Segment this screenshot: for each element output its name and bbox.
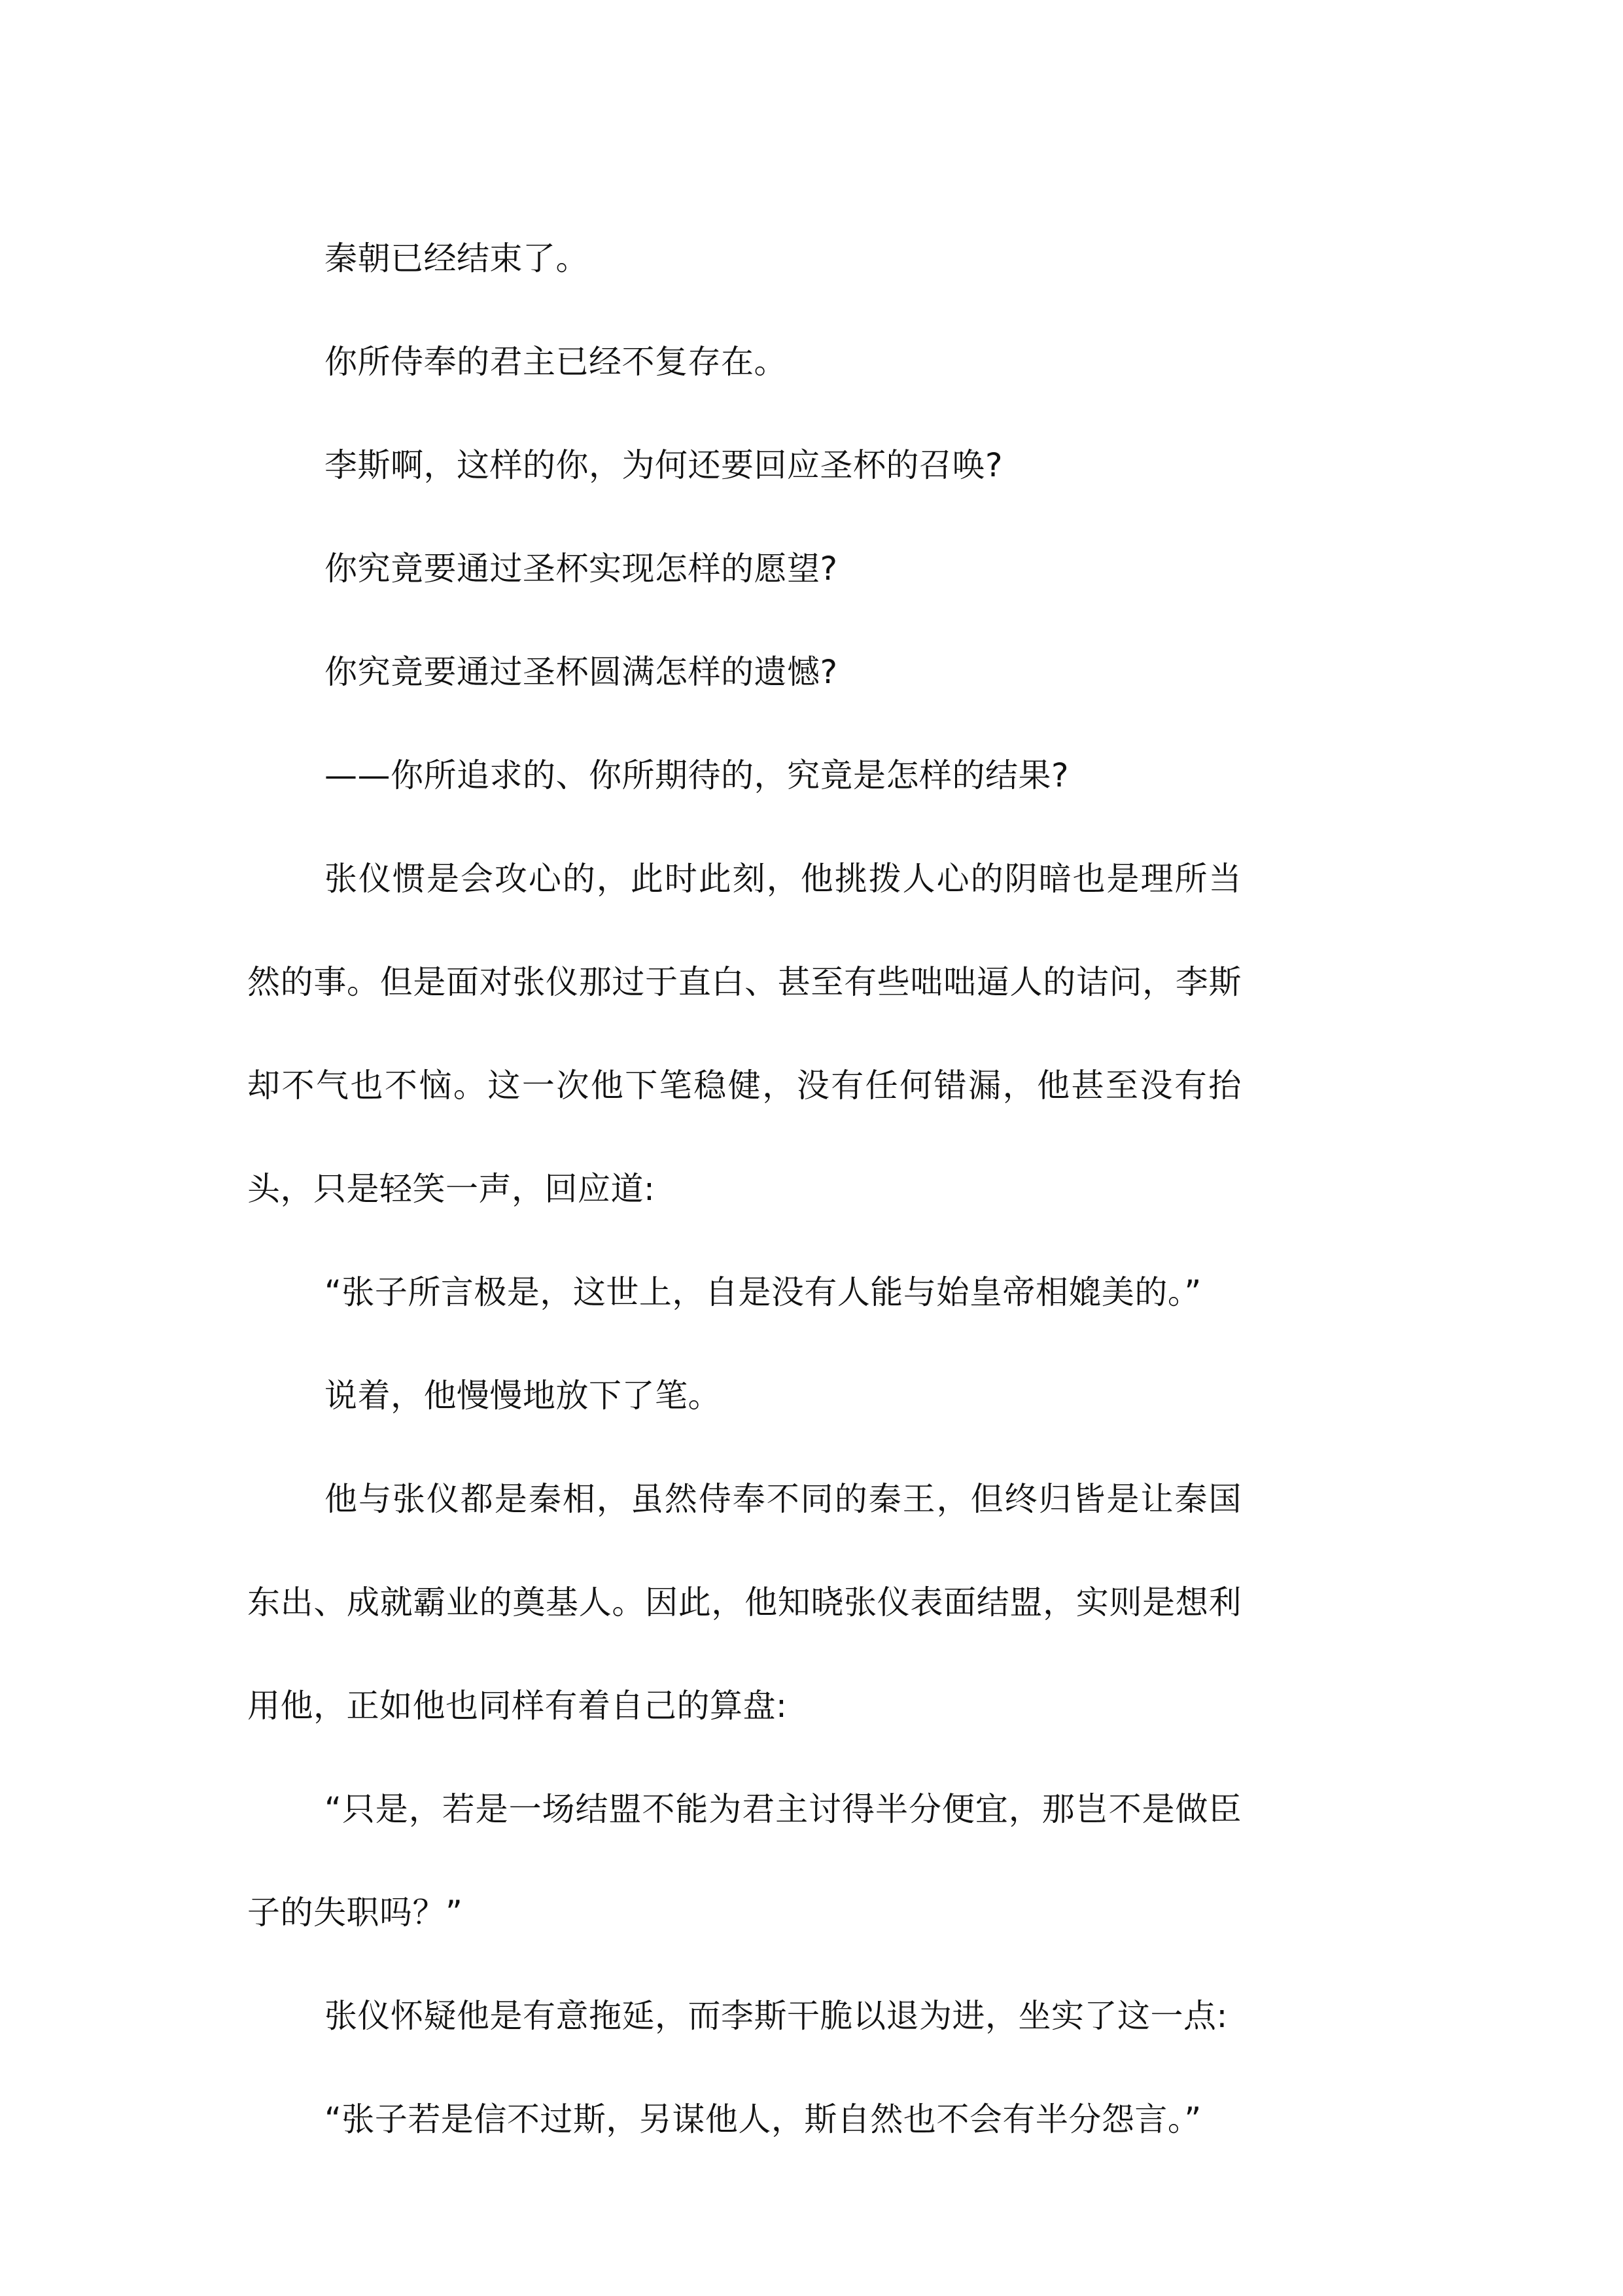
paragraph-4: 你究竟要通过圣杯实现怎样的愿望? bbox=[324, 550, 838, 588]
paragraph-2: 你所侍奉的君主已经不复存在。 bbox=[324, 343, 787, 381]
paragraph-13: “张子若是信不过斯，另谋他人，斯自然也不会有半分怨言。” bbox=[324, 2100, 1202, 2138]
paragraph-8: “张子所言极是，这世上，自是没有人能与始皇帝相媲美的。” bbox=[324, 1273, 1202, 1311]
paragraph-6: ——你所追求的、你所期待的，究竟是怎样的结果? bbox=[324, 756, 1070, 794]
paragraph-3: 李斯啊，这样的你，为何还要回应圣杯的召唤? bbox=[324, 446, 1003, 484]
paragraph-1: 秦朝已经结束了。 bbox=[324, 239, 589, 277]
paragraph-12: 张仪怀疑他是有意拖延，而李斯干脆以退为进，坐实了这一点: bbox=[324, 1997, 1228, 2035]
document-body bbox=[247, 207, 1242, 2171]
paragraph-10: 他与张仪都是秦相，虽然侍奉不同的秦王，但终归皆是让秦国东出、成就霸业的奠基人。因此，他知晓张仪表面结盟，实则是想利用他，正如他也同样有着自己的算盘: bbox=[247, 1480, 1242, 1725]
paragraph-11: “只是，若是一场结盟不能为君主讨得半分便宜，那岂不是做臣子的失职吗？” bbox=[247, 1790, 1242, 1932]
paragraph-9: 说着，他慢慢地放下了笔。 bbox=[324, 1377, 721, 1415]
paragraph-7: 张仪惯是会攻心的，此时此刻，他挑拨人心的阴暗也是理所当然的事。但是面对张仪那过于直白、甚至有些咄咄逼人的诘问，李斯却不气也不恼。这一次他下笔稳健，没有任何错漏，他甚至没有抬头，只是轻笑一声，回应道: bbox=[247, 860, 1242, 1208]
paragraph-5: 你究竟要通过圣杯圆满怎样的遗憾? bbox=[324, 653, 838, 691]
